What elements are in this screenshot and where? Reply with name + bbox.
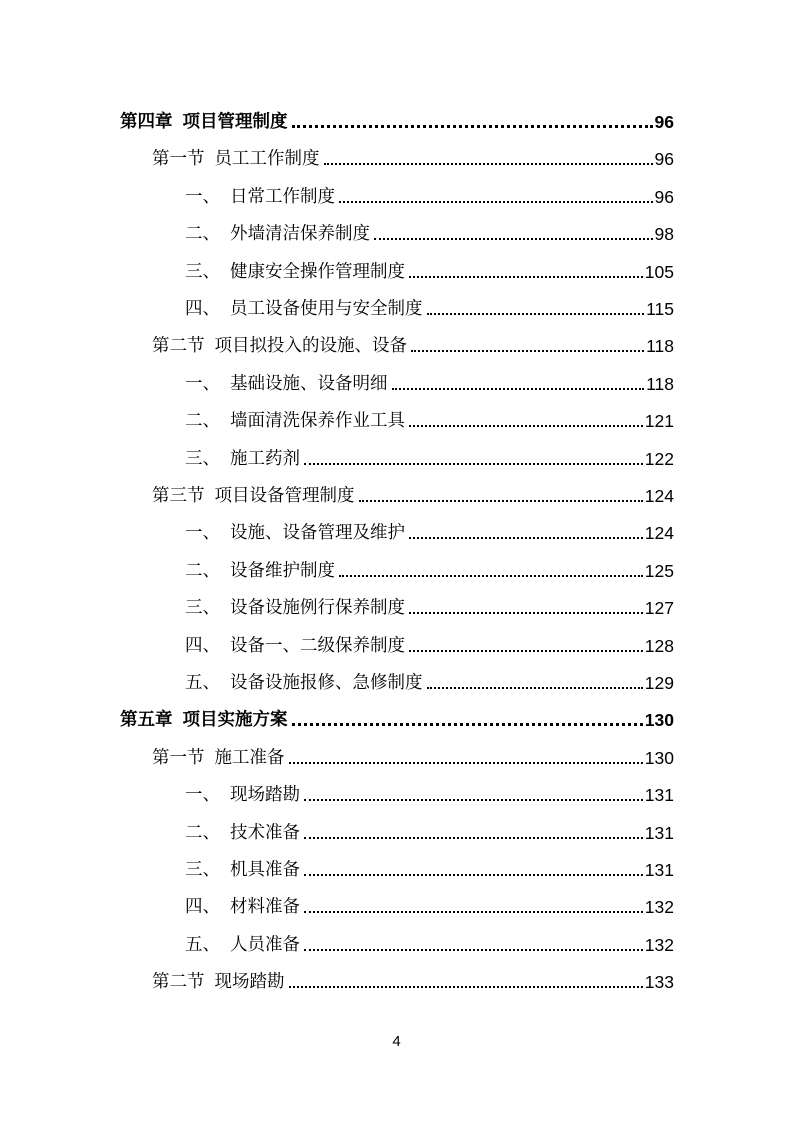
toc-entry-title [185, 298, 425, 320]
toc-entry-number: 二、 [185, 560, 220, 581]
toc-entry-page: 129 [644, 673, 674, 693]
toc-subsection-entry[interactable] [185, 440, 674, 470]
toc-entry-title [185, 822, 302, 844]
toc-subsection-entry[interactable] [185, 365, 674, 395]
toc-entry-page: 130 [644, 747, 674, 768]
toc-entry-page: 132 [644, 897, 674, 918]
toc-entry-page: 125 [644, 560, 674, 581]
toc-entry-page: 131 [644, 860, 674, 880]
toc-entry-title [120, 709, 290, 731]
toc-entry-text: 项目设备管理制度 [214, 486, 355, 506]
toc-entry-page: 118 [646, 373, 674, 394]
toc-entry-text: 日常工作制度 [230, 186, 335, 207]
toc-entry-text: 现场踏勘 [214, 972, 285, 993]
toc-entry-text: 施工准备 [214, 747, 285, 768]
toc-dot-leader [304, 949, 643, 951]
toc-chapter-entry[interactable] [120, 103, 674, 133]
toc-dot-leader [359, 500, 643, 502]
toc-entry-text: 技术准备 [230, 822, 300, 843]
toc-entry-text: 项目管理制度 [182, 112, 288, 132]
toc-entry-title [185, 896, 302, 918]
toc-subsection-entry[interactable] [185, 776, 674, 806]
toc-entry-title [152, 971, 287, 993]
toc-entry-number: 二、 [185, 224, 220, 245]
toc-entry-text: 项目拟投入的设施、设备 [214, 336, 407, 357]
toc-entry-title [152, 148, 322, 170]
toc-entry-number: 三、 [185, 860, 220, 880]
toc-entry-text: 外墙清洁保养制度 [230, 224, 370, 245]
toc-entry-title [185, 934, 302, 956]
toc-entry-page: 96 [654, 186, 674, 207]
toc-dot-leader [289, 762, 643, 764]
toc-dot-leader [339, 201, 653, 203]
toc-dot-leader [304, 837, 643, 839]
toc-entry-page: 131 [644, 785, 674, 806]
toc-entry-title [185, 672, 425, 694]
toc-entry-page: 96 [654, 149, 674, 170]
toc-entry-title [152, 747, 287, 769]
toc-subsection-entry[interactable] [185, 215, 674, 245]
toc-entry-number: 第五章 [120, 710, 173, 731]
toc-entry-number: 一、 [185, 785, 220, 806]
toc-entry-page: 96 [654, 112, 674, 132]
toc-dot-leader [304, 463, 643, 465]
toc-subsection-entry[interactable] [185, 253, 674, 283]
toc-entry-text: 设备维护制度 [230, 560, 335, 581]
toc-subsection-entry[interactable] [185, 627, 674, 657]
toc-entry-text: 员工工作制度 [214, 149, 320, 170]
toc-subsection-entry[interactable] [185, 888, 674, 918]
toc-dot-leader [304, 911, 643, 913]
toc-entry-number: 第一节 [152, 149, 205, 170]
toc-entry-text: 设备设施例行保养制度 [230, 598, 405, 619]
toc-entry-number: 二、 [185, 822, 220, 843]
toc-entry-text: 健康安全操作管理制度 [230, 261, 405, 282]
page-number: 4 [392, 1033, 401, 1050]
toc-entry-title [185, 448, 302, 470]
toc-subsection-entry[interactable] [185, 589, 674, 619]
toc-entry-title [185, 784, 302, 806]
toc-entry-page: 132 [644, 934, 674, 955]
toc-chapter-entry[interactable] [120, 701, 674, 731]
toc-entry-number: 第四章 [120, 112, 173, 132]
toc-entry-page: 131 [644, 822, 674, 843]
toc-entry-text: 基础设施、设备明细 [230, 373, 388, 394]
toc-dot-leader [292, 125, 653, 128]
toc-entry-title [185, 522, 407, 544]
toc-entry-title [185, 635, 407, 657]
toc-subsection-entry[interactable] [185, 664, 674, 694]
toc-entry-page: 115 [646, 299, 674, 319]
toc-section-entry[interactable] [152, 327, 674, 357]
toc-entry-title [120, 111, 290, 133]
toc-entry-title [185, 410, 407, 432]
toc-entry-number: 第三节 [152, 486, 205, 506]
toc-entry-number: 一、 [185, 373, 220, 394]
toc-entry-title [185, 223, 372, 245]
toc-dot-leader [392, 388, 645, 390]
toc-subsection-entry[interactable] [185, 290, 674, 320]
toc-entry-number: 四、 [185, 635, 220, 656]
toc-entry-page: 105 [644, 261, 674, 282]
toc-entry-text: 机具准备 [230, 860, 300, 880]
toc-entry-number: 一、 [185, 186, 220, 207]
toc-entry-number: 第一节 [152, 747, 205, 768]
toc-entry-page: 122 [644, 448, 674, 469]
toc-subsection-entry[interactable] [185, 926, 674, 956]
toc-section-entry[interactable] [152, 739, 674, 769]
toc-entry-page: 98 [654, 224, 674, 245]
toc-dot-leader [304, 874, 643, 876]
toc-entry-page: 127 [644, 598, 674, 619]
toc-section-entry[interactable] [152, 140, 674, 170]
toc-dot-leader [324, 163, 653, 165]
toc-entry-page: 133 [644, 972, 674, 993]
toc-entry-number: 第二节 [152, 336, 205, 357]
toc-entry-text: 现场踏勘 [230, 785, 300, 806]
toc-entry-number: 二、 [185, 411, 220, 432]
toc-dot-leader [409, 612, 643, 614]
toc-entry-text: 人员准备 [230, 934, 300, 955]
toc-entry-title [185, 261, 407, 283]
toc-entry-title [152, 335, 409, 357]
toc-dot-leader [304, 799, 643, 801]
toc-dot-leader [289, 986, 643, 988]
toc-entry-text: 项目实施方案 [182, 710, 288, 731]
toc-entry-page: 118 [646, 336, 674, 357]
toc-dot-leader [409, 425, 643, 427]
toc-entry-page: 128 [644, 635, 674, 656]
toc-entry-page: 130 [644, 710, 674, 731]
toc-dot-leader [409, 650, 643, 652]
toc-entry-title [185, 560, 337, 582]
toc-entry-title [185, 373, 390, 395]
toc-entry-number: 五、 [185, 934, 220, 955]
toc-entry-number: 三、 [185, 261, 220, 282]
toc-dot-leader [292, 723, 643, 726]
toc-entry-number: 四、 [185, 897, 220, 918]
toc-entry-text: 设备设施报修、急修制度 [230, 673, 423, 693]
toc-entry-text: 设施、设备管理及维护 [230, 523, 405, 544]
toc-subsection-entry[interactable] [185, 814, 674, 844]
toc-entry-text: 设备一、二级保养制度 [230, 635, 405, 656]
toc-entry-number: 三、 [185, 598, 220, 619]
toc-entry-page: 124 [644, 486, 674, 506]
toc-dot-leader [374, 238, 653, 240]
toc-entry-title [185, 859, 302, 881]
toc-dot-leader [427, 687, 643, 689]
toc-section-entry[interactable] [152, 963, 674, 993]
toc-entry-text: 施工药剂 [230, 448, 300, 469]
toc-entry-text: 墙面清洗保养作业工具 [230, 411, 405, 432]
toc-subsection-entry[interactable] [185, 178, 674, 208]
toc-section-entry[interactable] [152, 477, 674, 507]
toc-subsection-entry[interactable] [185, 402, 674, 432]
toc-entry-title [152, 485, 357, 507]
toc-entry-number: 四、 [185, 299, 220, 319]
toc-entry-title [185, 597, 407, 619]
toc-subsection-entry[interactable] [185, 552, 674, 582]
toc-entry-text: 材料准备 [230, 897, 300, 918]
toc-entry-title [185, 186, 337, 208]
toc-subsection-entry[interactable] [185, 514, 674, 544]
toc-entry-number: 三、 [185, 448, 220, 469]
toc-entry-number: 一、 [185, 523, 220, 544]
toc-dot-leader [427, 313, 645, 315]
toc-entry-page: 121 [644, 411, 674, 432]
toc-entry-number: 第二节 [152, 972, 205, 993]
toc-entry-text: 员工设备使用与安全制度 [230, 299, 423, 319]
toc-entry-page: 124 [644, 523, 674, 544]
toc-entry-number: 五、 [185, 673, 220, 693]
toc-dot-leader [409, 537, 643, 539]
toc-subsection-entry[interactable] [185, 851, 674, 881]
toc-dot-leader [411, 350, 644, 352]
toc-dot-leader [409, 276, 643, 278]
toc-dot-leader [339, 575, 643, 577]
